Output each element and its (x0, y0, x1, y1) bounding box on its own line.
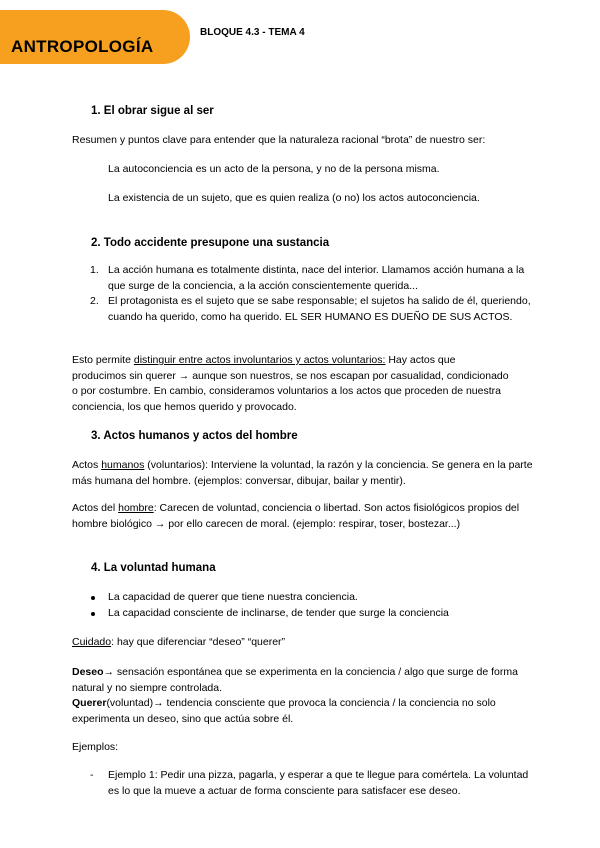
section-1-point-1: La autoconciencia es un acto de la persona, y no de la persona misma. (108, 163, 440, 175)
deseo-term: Deseo (72, 666, 104, 678)
bullet-dot (91, 612, 95, 616)
list-item-text: La acción humana es totalmente distinta, nace del interior. Llamamos acción humana a la que surge de la conciencia, a la acción conscientemente querida... (108, 264, 525, 292)
list-item-text: Ejemplo 1: Pedir una pizza, pagarla, y esperar a que te llegue para comértela. La voluntad es lo que la mueve a actuar de forma consciente para satisfacer ese deseo. (108, 769, 529, 797)
examples-label: Ejemplos: (72, 741, 119, 753)
list-marker: 1. (90, 264, 99, 276)
list-item (72, 768, 534, 799)
list-item-text: La capacidad de querer que tiene nuestra conciencia. (108, 591, 358, 603)
para-underlined: distinguir entre actos involuntarios y actos voluntarios: (133, 354, 386, 366)
list-item-text: La capacidad consciente de inclinarse, de tender que surge la conciencia (108, 606, 449, 619)
cuidado-term: Cuidado (72, 636, 112, 648)
list-item (72, 590, 542, 606)
section-2-list (72, 263, 534, 325)
list-item-text: El protagonista es el sujeto que se sabe responsable; el sujetos ha salido de él, queriendo, cuando ha querido, como ha querido. EL SER HUMANO ES DUEÑO DE SUS ACTOS. (108, 295, 531, 323)
para-text: (voluntad)→ tendencia consciente que provoca la conciencia / la conciencia no solo experimenta un deseo, sino que actúa sobre él. (72, 697, 496, 725)
cuidado-note (72, 635, 532, 651)
examples-list (72, 768, 534, 799)
section-4-heading: 4. La voluntad humana (91, 562, 216, 574)
list-item (72, 263, 534, 294)
list-marker: 2. (90, 295, 99, 307)
section-4-bullets (72, 590, 542, 621)
para-text: Esto permite (72, 354, 134, 366)
actos-hombre-paragraph (72, 501, 540, 532)
section-2-paragraph (72, 353, 512, 415)
list-item (72, 606, 542, 622)
hombre-term: hombre (118, 502, 154, 514)
para-text: Hay actos que producimos sin querer → aunque son nuestros, se nos escapan por casualidad, condicionado o por costumbre. En cambio, consideramos voluntarios a los actos que proceden de nuestra conciencia, los que hemos querido y provocado. (72, 354, 509, 413)
deseo-paragraph (72, 665, 534, 696)
section-1-point-2: La existencia de un sujeto, que es quien realiza (o no) los actos autoconciencia. (108, 192, 480, 204)
para-text: → sensación espontánea que se experimenta en la conciencia / algo que surge de forma natural y no siempre controlada. (72, 666, 518, 694)
para-text: : hay que diferenciar “deseo” “querer” (111, 636, 286, 648)
list-item (72, 294, 534, 325)
section-2-heading: 2. Todo accidente presupone una sustancia (91, 237, 330, 249)
humanos-term: humanos (101, 459, 145, 471)
para-text: : Carecen de voluntad, conciencia o libertad. Son actos fisiológicos propios del hombre biológico → por ello carecen de moral. (ejemplo: respirar, toser, bostezar...) (72, 502, 520, 530)
section-1-intro: Resumen y puntos clave para entender que la naturaleza racional “brota” de nuestro ser: (72, 134, 486, 146)
para-text: (voluntarios): Interviene la voluntad, la razón y la conciencia. Se genera en la parte más humana del hombre. (ejemplos: conversar, dibujar, bailar y mentir). (72, 459, 533, 487)
list-marker: - (90, 769, 94, 781)
para-text: Actos (72, 459, 102, 471)
querer-paragraph (72, 696, 534, 727)
bullet-dot (91, 596, 95, 600)
para-text: Actos del (72, 502, 119, 514)
subject-banner (0, 10, 190, 64)
querer-term: Querer (72, 697, 107, 709)
subject-title: ANTROPOLOGÍA (11, 37, 154, 56)
section-1-heading: 1. El obrar sigue al ser (91, 105, 214, 117)
block-label: BLOQUE 4.3 - TEMA 4 (200, 27, 305, 38)
actos-humanos-paragraph (72, 458, 534, 489)
section-3-heading: 3. Actos humanos y actos del hombre (91, 430, 298, 442)
